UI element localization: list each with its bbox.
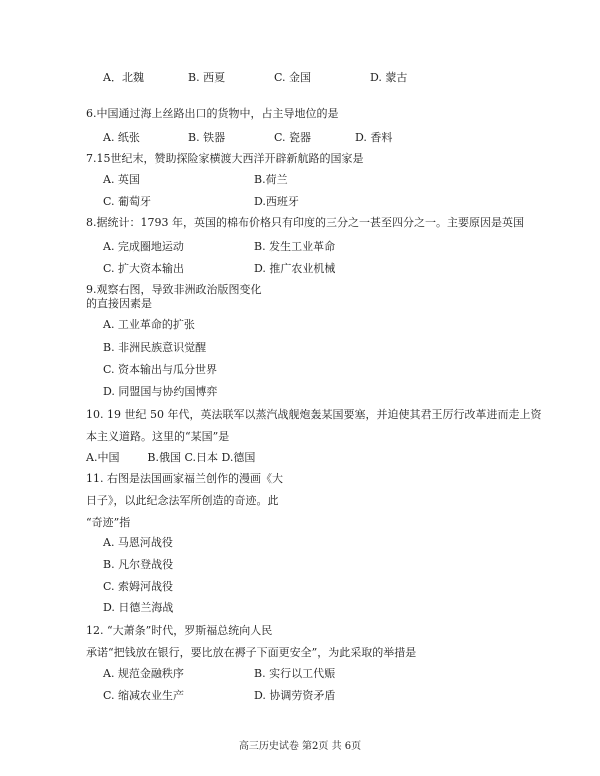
- q6-option-c: C. 瓷器: [274, 131, 312, 144]
- q12-option-a: A. 规范金融秩序: [103, 667, 184, 680]
- q11-option-d: D. 日德兰海战: [103, 601, 174, 614]
- q11-stem-line-1: 11. 右图是法国画家福兰创作的漫画《大: [86, 472, 283, 485]
- q9-stem-line-1: 9.观察右图，导致非洲政治版图变化: [86, 283, 262, 296]
- q6-option-a: A. 纸张: [103, 131, 140, 144]
- q7-option-a: A. 英国: [103, 173, 140, 186]
- q8-option-b: B. 发生工业革命: [254, 240, 336, 253]
- q11-option-b: B. 凡尔登战役: [103, 558, 174, 571]
- q10-stem-line-1: 10. 19 世纪 50 年代，英法联军以蒸汽战舰炮轰某国要塞，并迫使其君王厉行改革进而走上资: [86, 408, 542, 421]
- q6-option-d: D. 香料: [355, 131, 393, 144]
- q12-option-d: D. 协调劳资矛盾: [254, 689, 336, 702]
- q9-option-b: B. 非洲民族意识觉醒: [103, 341, 207, 354]
- q6-option-b: B. 铁器: [188, 131, 226, 144]
- q7-option-d: D.西班牙: [254, 195, 299, 208]
- page-footer: 高三历史试卷 第2页 共 6页: [238, 741, 362, 752]
- q12-option-c: C. 缩减农业生产: [103, 689, 185, 702]
- q9-option-a: A. 工业革命的扩张: [103, 318, 195, 331]
- q11-stem-line-2: 日子》，以此纪念法军所创造的奇迹。此: [86, 494, 279, 507]
- q7-option-b: B.荷兰: [254, 173, 288, 186]
- q6-stem: 6.中国通过海上丝路出口的货物中，占主导地位的是: [86, 107, 339, 120]
- q9-stem-line-2: 的直接因素是: [86, 297, 152, 310]
- q5-option-d: D. 蒙古: [370, 71, 408, 84]
- q8-option-c: C. 扩大资本输出: [103, 262, 185, 275]
- q11-option-c: C. 索姆河战役: [103, 580, 174, 593]
- q8-option-d: D. 推广农业机械: [254, 262, 336, 275]
- q8-stem: 8.据统计：1793 年，英国的棉布价格只有印度的三分之一甚至四分之一。主要原因是英国: [86, 216, 524, 229]
- q5-option-a: A．北魏: [103, 71, 144, 84]
- q9-option-c: C. 资本输出与瓜分世界: [103, 363, 218, 376]
- q9-option-d: D. 同盟国与协约国博弈: [103, 385, 218, 398]
- q12-stem-line-1: 12. “大萧条”时代，罗斯福总统向人民: [86, 624, 273, 637]
- q5-option-b: B. 西夏: [188, 71, 226, 84]
- q7-option-c: C. 葡萄牙: [103, 195, 152, 208]
- q10-stem-line-2: 本主义道路。这里的“某国”是: [86, 430, 230, 443]
- q12-stem-line-2: 承诺“把钱放在银行，要比放在褥子下面更安全”，为此采取的举措是: [86, 646, 417, 659]
- q8-option-a: A. 完成圈地运动: [103, 240, 184, 253]
- q7-stem: 7.15世纪末，赞助探险家横渡大西洋开辟新航路的国家是: [86, 152, 364, 165]
- q12-option-b: B. 实行以工代赈: [254, 667, 336, 680]
- q11-stem-line-3: “奇迹”指: [86, 516, 131, 529]
- q10-options: A.中国 B.俄国 C.日本 D.德国: [86, 451, 256, 464]
- q5-option-c: C. 金国: [274, 71, 312, 84]
- q11-option-a: A. 马恩河战役: [103, 536, 173, 549]
